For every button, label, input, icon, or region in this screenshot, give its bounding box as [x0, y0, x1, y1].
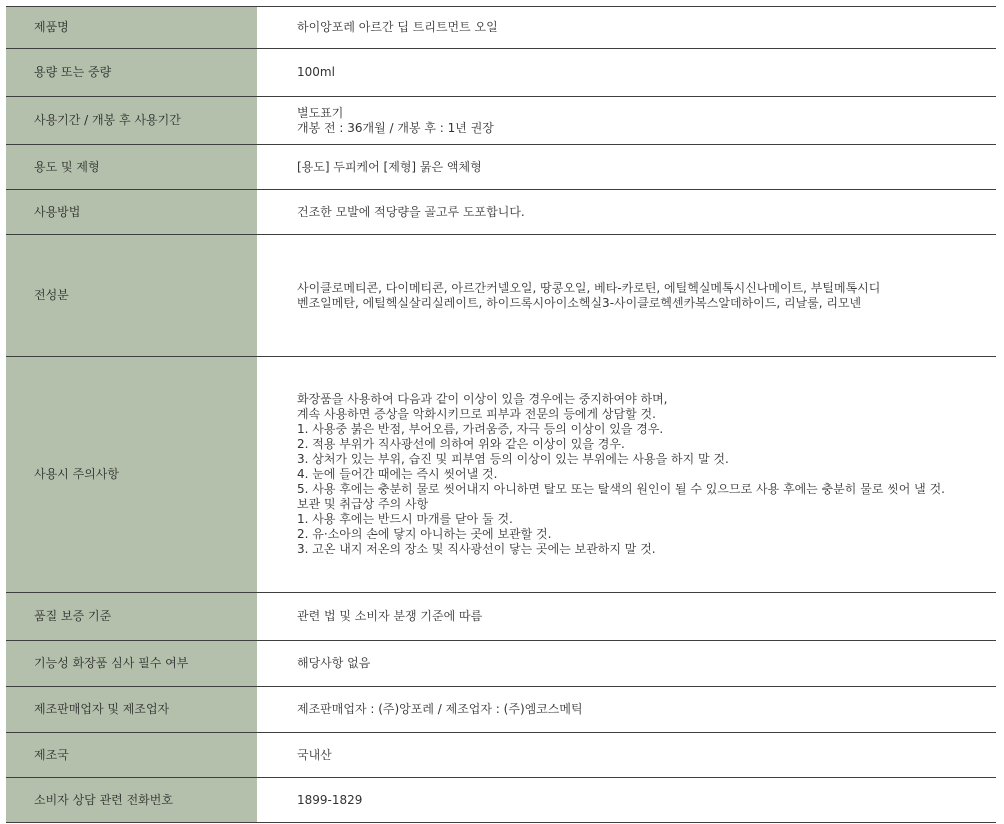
value-line: 1. 사용 후에는 반드시 마개를 닫아 둘 것.: [297, 512, 513, 526]
table-row: [6, 145, 996, 190]
row-value: [257, 687, 996, 733]
row-value: [257, 235, 996, 357]
row-value: [257, 641, 996, 687]
table-row: [6, 97, 996, 145]
row-label: 사용기간 / 개봉 후 사용기간: [6, 97, 257, 145]
row-value: [257, 97, 996, 145]
value-line: 3. 상처가 있는 부위, 습진 및 피부염 등의 이상이 있는 부위에는 사용을 하지 말 것.: [297, 452, 729, 466]
value-line: 해당사항 없음: [297, 656, 371, 670]
value-line: [용도] 두피케어 [제형] 묽은 액체형: [297, 159, 482, 174]
value-line: 사이클로메티콘, 다이메티콘, 아르간커넬오일, 땅콩오일, 베타-카로틴, 에틸헥실메톡시신나메이트, 부틸메톡시디: [297, 280, 881, 295]
row-label: 제품명: [6, 7, 257, 49]
value-line: 계속 사용하면 증상을 악화시키므로 피부과 전문의 등에게 상담할 것.: [297, 407, 656, 421]
row-value: [257, 733, 996, 778]
row-label: 품질 보증 기준: [6, 593, 257, 641]
row-label: 소비자 상담 관련 전화번호: [6, 778, 257, 823]
table-row: [6, 357, 996, 593]
table-row: [6, 49, 996, 97]
value-line: 개봉 전 : 36개월 / 개봉 후 : 1년 권장: [297, 120, 494, 135]
value-line: 1899-1829: [297, 792, 363, 807]
row-label: 전성분: [6, 235, 257, 357]
row-value: [257, 190, 996, 235]
table-row: [6, 778, 996, 823]
value-line: 제조판매업자 : (주)앙포레 / 제조업자 : (주)엠코스메틱: [297, 702, 583, 716]
row-value: [257, 357, 996, 593]
row-label: 사용방법: [6, 190, 257, 235]
row-label: 사용시 주의사항: [6, 357, 257, 593]
value-line: 국내산: [297, 747, 332, 762]
value-line: 보관 및 취급상 주의 사항: [297, 497, 429, 511]
value-line: 3. 고온 내지 저온의 장소 및 직사광선이 닿는 곳에는 보관하지 말 것.: [297, 542, 656, 556]
value-line: 관련 법 및 소비자 분쟁 기준에 따름: [297, 609, 483, 623]
row-label: 기능성 화장품 심사 필수 여부: [6, 641, 257, 687]
table-row: [6, 593, 996, 641]
row-label: 용도 및 제형: [6, 145, 257, 190]
table-row: [6, 687, 996, 733]
table-row: [6, 235, 996, 357]
value-line: 2. 유·소아의 손에 닿지 아니하는 곳에 보관할 것.: [297, 527, 552, 541]
table-row: [6, 7, 996, 49]
table-row: [6, 190, 996, 235]
row-label: 제조국: [6, 733, 257, 778]
row-value: [257, 49, 996, 97]
table-row: [6, 641, 996, 687]
row-value: [257, 7, 996, 49]
value-line: 화장품을 사용하여 다음과 같이 이상이 있을 경우에는 중지하여야 하며,: [297, 392, 668, 406]
value-line: 하이앙포레 아르간 딥 트리트먼트 오일: [297, 20, 498, 34]
value-line: 5. 사용 후에는 충분히 물로 씻어내지 아니하면 탈모 또는 탈색의 원인이 될 수 있으므로 사용 후에는 충분히 물로 씻어 낼 것.: [297, 482, 945, 496]
row-value: [257, 593, 996, 641]
row-label: 제조판매업자 및 제조업자: [6, 687, 257, 733]
value-line: 4. 눈에 들어간 때에는 즉시 씻어낼 것.: [297, 467, 498, 481]
product-info-table: [6, 6, 996, 823]
value-line: 별도표기: [297, 105, 344, 120]
value-line: 100ml: [297, 65, 335, 79]
value-line: 2. 적용 부위가 직사광선에 의하여 위와 같은 이상이 있을 경우.: [297, 437, 625, 451]
value-line: 1. 사용중 붉은 반점, 부어오름, 가려움증, 자극 등의 이상이 있을 경우.: [297, 422, 664, 436]
row-value: [257, 145, 996, 190]
row-value: [257, 778, 996, 823]
value-line: 건조한 모발에 적당량을 골고루 도포합니다.: [297, 204, 525, 219]
table-row: [6, 733, 996, 778]
row-label: 용량 또는 중량: [6, 49, 257, 97]
value-line: 벤조일메탄, 에틸헥실살리실레이트, 하이드록시아이소헥실3-사이클로헥센카복스알데하이드, 리날룰, 리모넨: [297, 295, 862, 310]
